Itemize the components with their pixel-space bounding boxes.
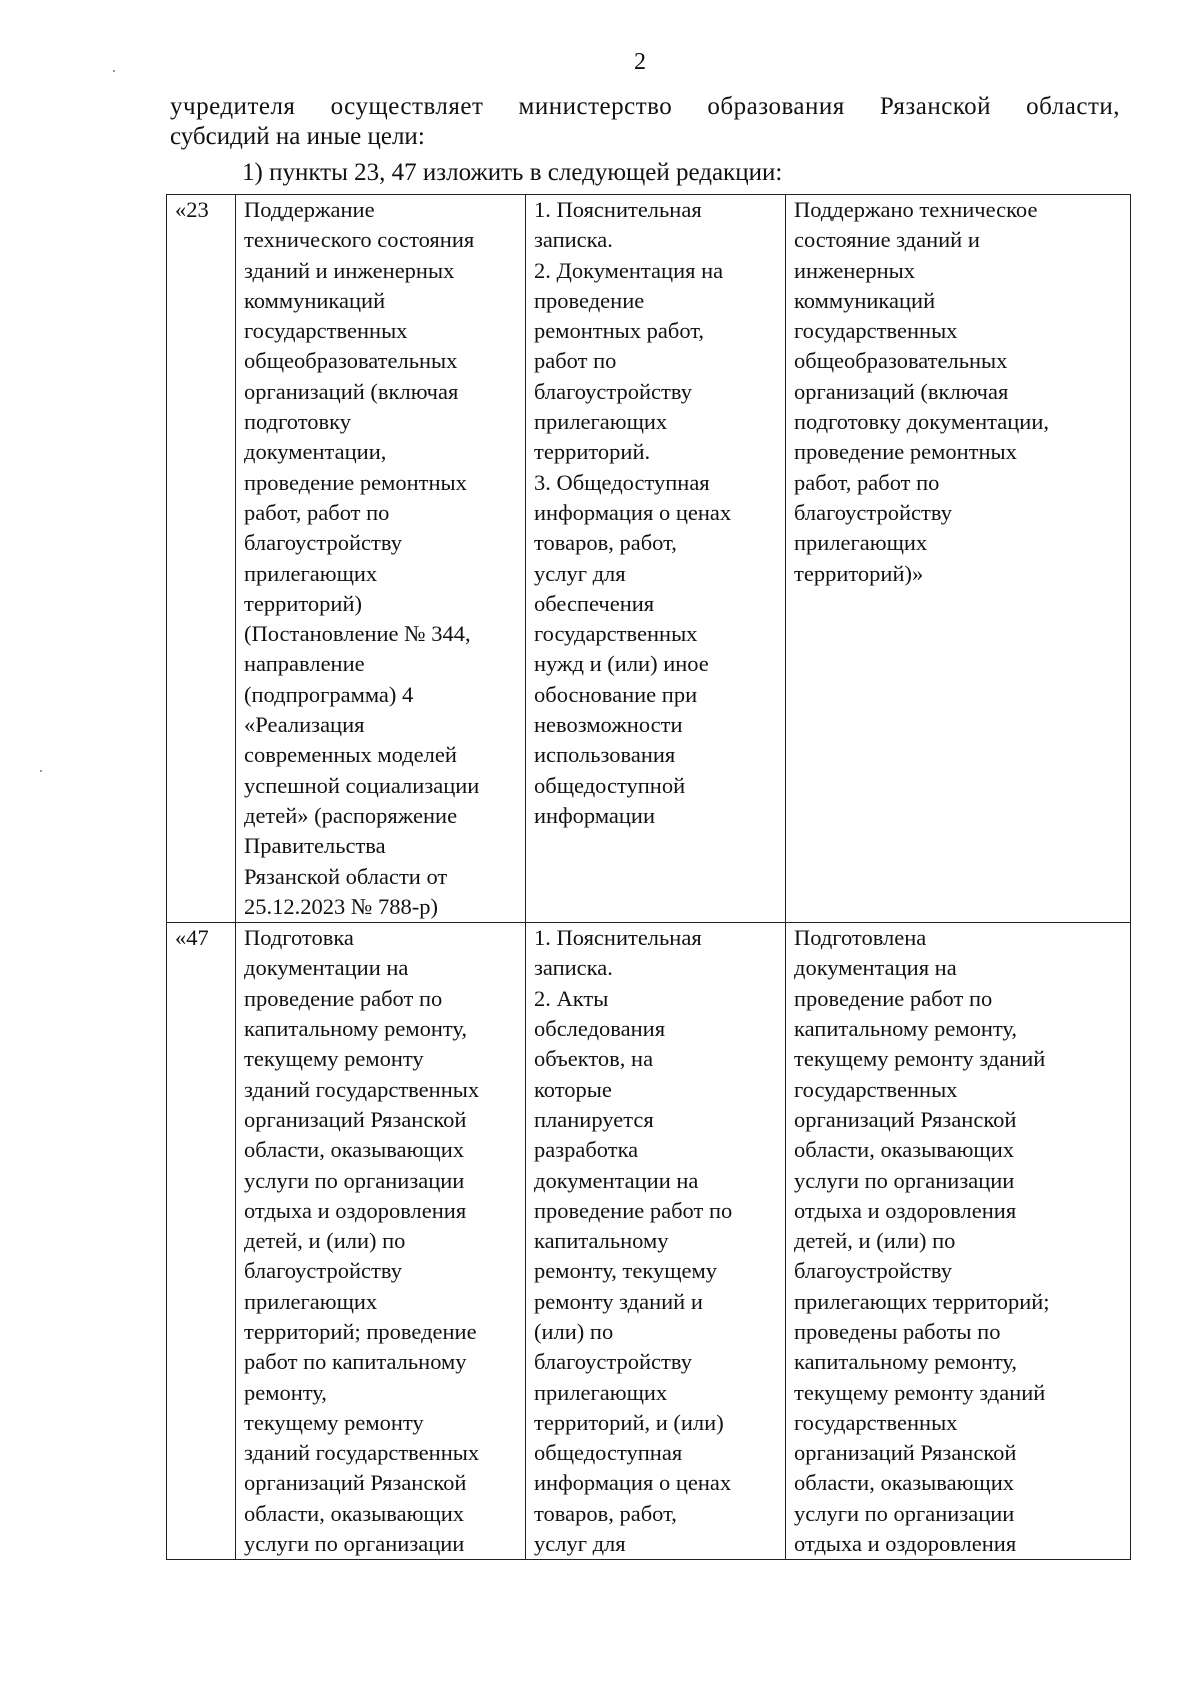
text-line: Рязанской области от (244, 863, 448, 889)
text-line: услуг для (534, 1531, 626, 1557)
text-line: территорий)» (794, 560, 924, 586)
text-line: проведение работ по (244, 985, 443, 1011)
text-line: благоустройству (244, 1258, 402, 1284)
text-line: проведение (534, 287, 645, 313)
text-line: общеобразовательных (794, 348, 1008, 374)
text-line: области, оказывающих (794, 1470, 1015, 1496)
text-line: документации, (244, 439, 387, 465)
text-line: технического состояния (244, 227, 475, 253)
result-cell (786, 923, 1131, 1560)
text-line: услуги по организации (794, 1167, 1015, 1193)
result-cell (786, 195, 1131, 923)
table-row (167, 923, 1131, 1560)
text-line: организаций (включая (244, 378, 459, 404)
text-line: подготовку (244, 409, 351, 435)
text-line: 25.12.2023 № 788-р) (244, 893, 438, 919)
text-line: текущему ремонту (244, 1409, 424, 1435)
text-line: государственных (794, 1409, 958, 1435)
text-line: Поддержано техническое (794, 197, 1038, 222)
text-line: разработка (534, 1137, 639, 1163)
text-line: территорий; проведение (244, 1318, 477, 1344)
text-line: прилегающих (794, 530, 928, 556)
text-line: обследования (534, 1016, 666, 1042)
intro-line-3: 1) пункты 23, 47 изложить в следующей редакции: (242, 159, 783, 186)
text-line: (подпрограмма) 4 (244, 681, 414, 707)
text-line: коммуникаций (794, 287, 936, 313)
text-line: документации на (244, 955, 409, 981)
text-line: 1. Пояснительная (534, 197, 702, 222)
text-line: общедоступной (534, 772, 686, 798)
text-line: организаций Рязанской (244, 1470, 467, 1496)
text-line: документация на (794, 955, 957, 981)
text-line: территорий, и (или) (534, 1409, 724, 1435)
text-line: работ, работ по (794, 469, 940, 495)
text-line: благоустройству (534, 1349, 692, 1375)
text-line: капитальному (534, 1228, 669, 1254)
text-line: работ, работ по (244, 499, 390, 525)
text-line: информации (534, 802, 656, 828)
row-number-cell: «47 (167, 923, 236, 1560)
text-line: области, оказывающих (794, 1137, 1015, 1163)
text-line: государственных (534, 621, 698, 647)
intro-line-1: учредителя осуществляет министерство образования Рязанской области, (170, 93, 1120, 120)
text-line: проведение работ по (534, 1197, 733, 1223)
text-line: услуг для (534, 560, 626, 586)
text-line: текущему ремонту зданий (794, 1379, 1046, 1405)
text-line: ремонту, (244, 1379, 327, 1405)
text-line: Правительства (244, 833, 386, 859)
text-line: Подготовлена (794, 925, 927, 951)
text-line: успешной социализации (244, 772, 480, 798)
text-line: информация о ценах (534, 1470, 732, 1496)
scan-speck (113, 70, 115, 72)
text-line: отдыха и оздоровления (794, 1531, 1017, 1557)
measure-name-cell (236, 195, 526, 923)
text-line: организаций (включая (794, 378, 1009, 404)
text-line: детей, и (или) по (244, 1228, 406, 1254)
text-line: прилегающих территорий; (794, 1288, 1050, 1314)
text-line: государственных (794, 318, 958, 344)
text-line: государственных (794, 1076, 958, 1102)
text-line: ремонту, текущему (534, 1258, 718, 1284)
text-line: капитальному ремонту, (794, 1016, 1018, 1042)
text-line: Поддержание (244, 197, 375, 222)
text-line: услуги по организации (244, 1167, 465, 1193)
text-line: 3. Общедоступная (534, 469, 710, 495)
text-line: инженерных (794, 257, 916, 283)
text-line: 2. Документация на (534, 257, 724, 283)
text-line: ремонтных работ, (534, 318, 705, 344)
text-line: текущему ремонту зданий (794, 1046, 1046, 1072)
text-line: прилегающих (244, 1288, 378, 1314)
text-line: товаров, работ, (534, 1500, 677, 1526)
text-line: отдыха и оздоровления (244, 1197, 467, 1223)
text-line: (или) по (534, 1318, 614, 1344)
text-line: прилегающих (244, 560, 378, 586)
text-line: 2. Акты (534, 985, 609, 1011)
text-line: «Реализация (244, 712, 365, 738)
text-line: зданий государственных (244, 1076, 480, 1102)
text-line: нужд и (или) иное (534, 651, 709, 677)
text-line: проведены работы по (794, 1318, 1001, 1344)
text-line: подготовку документации, (794, 409, 1049, 435)
text-line: прилегающих (534, 409, 668, 435)
text-line: детей, и (или) по (794, 1228, 956, 1254)
text-line: работ по капитальному (244, 1349, 467, 1375)
text-line: коммуникаций (244, 287, 386, 313)
text-line: зданий и инженерных (244, 257, 455, 283)
text-line: организаций Рязанской (244, 1106, 467, 1132)
text-line: Подготовка (244, 925, 354, 951)
text-line: проведение ремонтных (794, 439, 1017, 465)
text-line: записка. (534, 955, 613, 981)
text-line: 1. Пояснительная (534, 925, 702, 951)
text-line: планируется (534, 1106, 654, 1132)
text-line: общедоступная (534, 1440, 683, 1466)
text-line: детей» (распоряжение (244, 802, 458, 828)
scan-speck (40, 770, 42, 772)
text-line: капитальному ремонту, (244, 1016, 468, 1042)
text-line: организаций Рязанской (794, 1440, 1017, 1466)
text-line: территорий) (244, 590, 362, 616)
text-line: прилегающих (534, 1379, 668, 1405)
row-number-cell: «23 (167, 195, 236, 923)
text-line: невозможности (534, 712, 683, 738)
text-line: обеспечения (534, 590, 655, 616)
table-row (167, 195, 1131, 923)
text-line: использования (534, 742, 676, 768)
text-line: информация о ценах (534, 499, 732, 525)
page-number: 2 (634, 49, 646, 75)
text-line: объектов, на (534, 1046, 654, 1072)
text-line: записка. (534, 227, 613, 253)
documents-cell (526, 923, 786, 1560)
text-line: проведение работ по (794, 985, 993, 1011)
text-line: государственных (244, 318, 408, 344)
text-line: благоустройству (534, 378, 692, 404)
text-line: услуги по организации (244, 1531, 465, 1557)
text-line: работ по (534, 348, 617, 374)
text-line: текущему ремонту (244, 1046, 424, 1072)
text-line: услуги по организации (794, 1500, 1015, 1526)
measure-name-cell (236, 923, 526, 1560)
text-line: благоустройству (794, 1258, 952, 1284)
text-line: территорий. (534, 439, 651, 465)
text-line: отдыха и оздоровления (794, 1197, 1017, 1223)
text-line: организаций Рязанской (794, 1106, 1017, 1132)
text-line: благоустройству (244, 530, 402, 556)
text-line: ремонту зданий и (534, 1288, 703, 1314)
text-line: современных моделей (244, 742, 457, 768)
text-line: капитальному ремонту, (794, 1349, 1018, 1375)
text-line: зданий государственных (244, 1440, 480, 1466)
text-line: общеобразовательных (244, 348, 458, 374)
text-line: области, оказывающих (244, 1500, 465, 1526)
text-line: направление (244, 651, 365, 677)
text-line: проведение ремонтных (244, 469, 467, 495)
amendments-table (166, 194, 1131, 1560)
text-line: обоснование при (534, 681, 698, 707)
text-line: благоустройству (794, 499, 952, 525)
documents-cell (526, 195, 786, 923)
text-line: товаров, работ, (534, 530, 677, 556)
text-line: (Постановление № 344, (244, 621, 471, 647)
text-line: состояние зданий и (794, 227, 980, 253)
intro-line-2: субсидий на иные цели: (170, 123, 425, 150)
text-line: которые (534, 1076, 612, 1102)
intro-paragraph (170, 92, 1120, 152)
text-line: документации на (534, 1167, 699, 1193)
text-line: области, оказывающих (244, 1137, 465, 1163)
